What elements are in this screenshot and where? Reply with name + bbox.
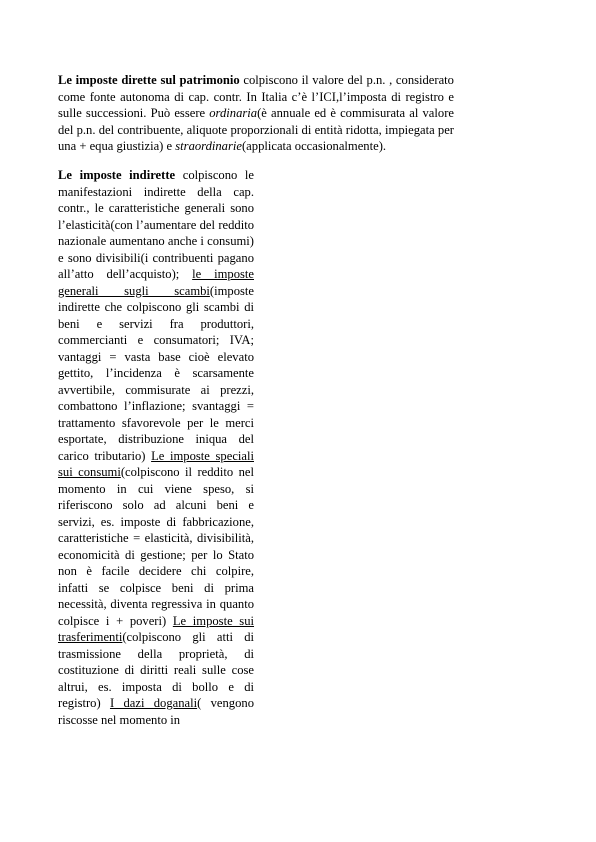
- text-segment: (imposte indirette che colpiscono gli scambi di beni e servizi fra produttori, commercianti e consumatori; IVA; vantaggi = vasta base cioè elevato gettito, l’incidenza è scarsamente avvertibile, commisurate ai prezzi, combattono l’inflazione; svantaggi = trattamento sfavorevole per le merci esportate, distribuzione iniqua del carico tributario): [58, 283, 254, 463]
- text-segment: colpiscono il valore del p.n. , considerato come fonte autonoma di cap. contr. In Italia c’è l’ICI,l’imposta di registro e sulle successioni. Può essere: [58, 73, 454, 120]
- paragraph-imposte-dirette: [58, 72, 454, 155]
- term-imposte-generali-scambi: le imposte generali sugli scambi: [58, 267, 254, 298]
- text-segment: (è annuale ed è commisurata al valore del p.n. del contribuente, aliquote proporzionali di entità ridotta, impiegata per una + equa giustizia) e: [58, 106, 454, 153]
- heading-imposte-indirette: Le imposte indirette: [58, 168, 176, 182]
- paragraph-imposte-indirette: [58, 167, 254, 728]
- term-imposte-speciali-consumi: Le imposte speciali sui consumi: [58, 448, 254, 479]
- text-segment: ( vengono riscosse nel momento in: [58, 696, 254, 727]
- term-imposte-trasferimenti: Le imposte sui trasferimenti: [58, 613, 255, 644]
- text-segment: (colpiscono gli atti di trasmissione della proprietà, di costituzione di diritti reali sulle cose altrui, es. imposta di bollo e di registro): [58, 630, 254, 710]
- term-straordinarie: straordinarie: [175, 139, 242, 153]
- text-segment: (colpiscono il reddito nel momento in cui viene speso, si riferiscono solo ad alcuni beni e servizi, es. imposte di fabbricazione, caratteristiche = elasticità, divisibilità, economicità di gestione; per lo Stato non è facile decidere chi colpire, infatti se colpisce beni di prima necessità, diventa regressiva in quanto colpisce i + poveri): [58, 465, 254, 628]
- term-ordinaria: ordinaria: [209, 106, 258, 120]
- text-segment: (applicata occasionalmente).: [241, 139, 387, 153]
- text-segment: colpiscono le manifestazioni indirette della cap. contr., le caratteristiche generali sono l’elasticità(con l’aumentare del reddito nazionale aumentano anche i consumi) e sono divisibili(i contribuenti pagano all’atto dell’acquisto);: [58, 168, 254, 281]
- heading-imposte-dirette: Le imposte dirette sul patrimonio: [58, 73, 240, 87]
- term-dazi-doganali: I dazi doganali: [109, 696, 198, 710]
